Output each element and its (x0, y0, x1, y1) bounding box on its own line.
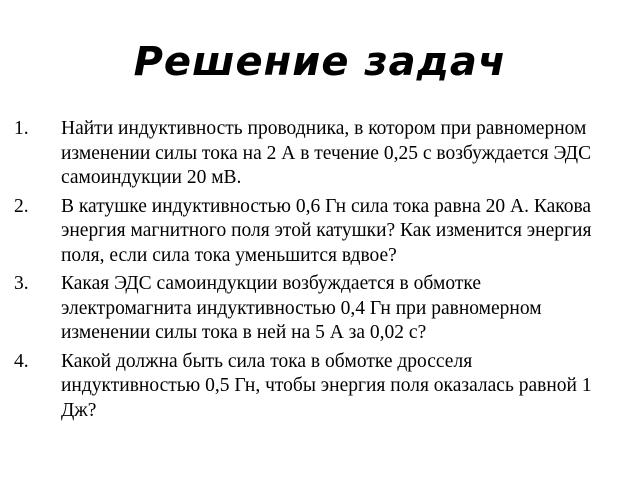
slide-title: Решение задач (133, 39, 507, 85)
task-number: 2. (14, 195, 29, 217)
task-number: 4. (14, 350, 29, 372)
task-list (14, 117, 614, 427)
task-item-2 (14, 195, 614, 269)
task-item-1 (14, 117, 614, 191)
task-text: Какая ЭДС самоиндукции возбуждается в обмотке электромагнита индуктивностью 0,4 Гн при равномерном изменении силы тока в ней на 5 А за 0,02 с? (61, 273, 542, 343)
task-text: Какой должна быть сила тока в обмотке дросселя индуктивностью 0,5 Гн, чтобы энергия поля оказалась равной 1 Дж? (61, 350, 592, 421)
task-item-4 (14, 350, 614, 424)
task-number: 3. (14, 273, 29, 294)
task-text: Найти индуктивность проводника, в котором при равномерном изменении силы тока на 2 А в течение 0,25 с возбуждается ЭДС самоиндукции 20 мВ. (61, 118, 592, 188)
task-text: В катушке индуктивностью 0,6 Гн сила тока равна 20 А. Какова энергия магнитного поля этой катушки? Как изменится энергия поля, если сила тока уменьшится вдвое? (61, 195, 592, 266)
task-item-3 (14, 272, 614, 346)
task-number: 1. (14, 118, 29, 139)
